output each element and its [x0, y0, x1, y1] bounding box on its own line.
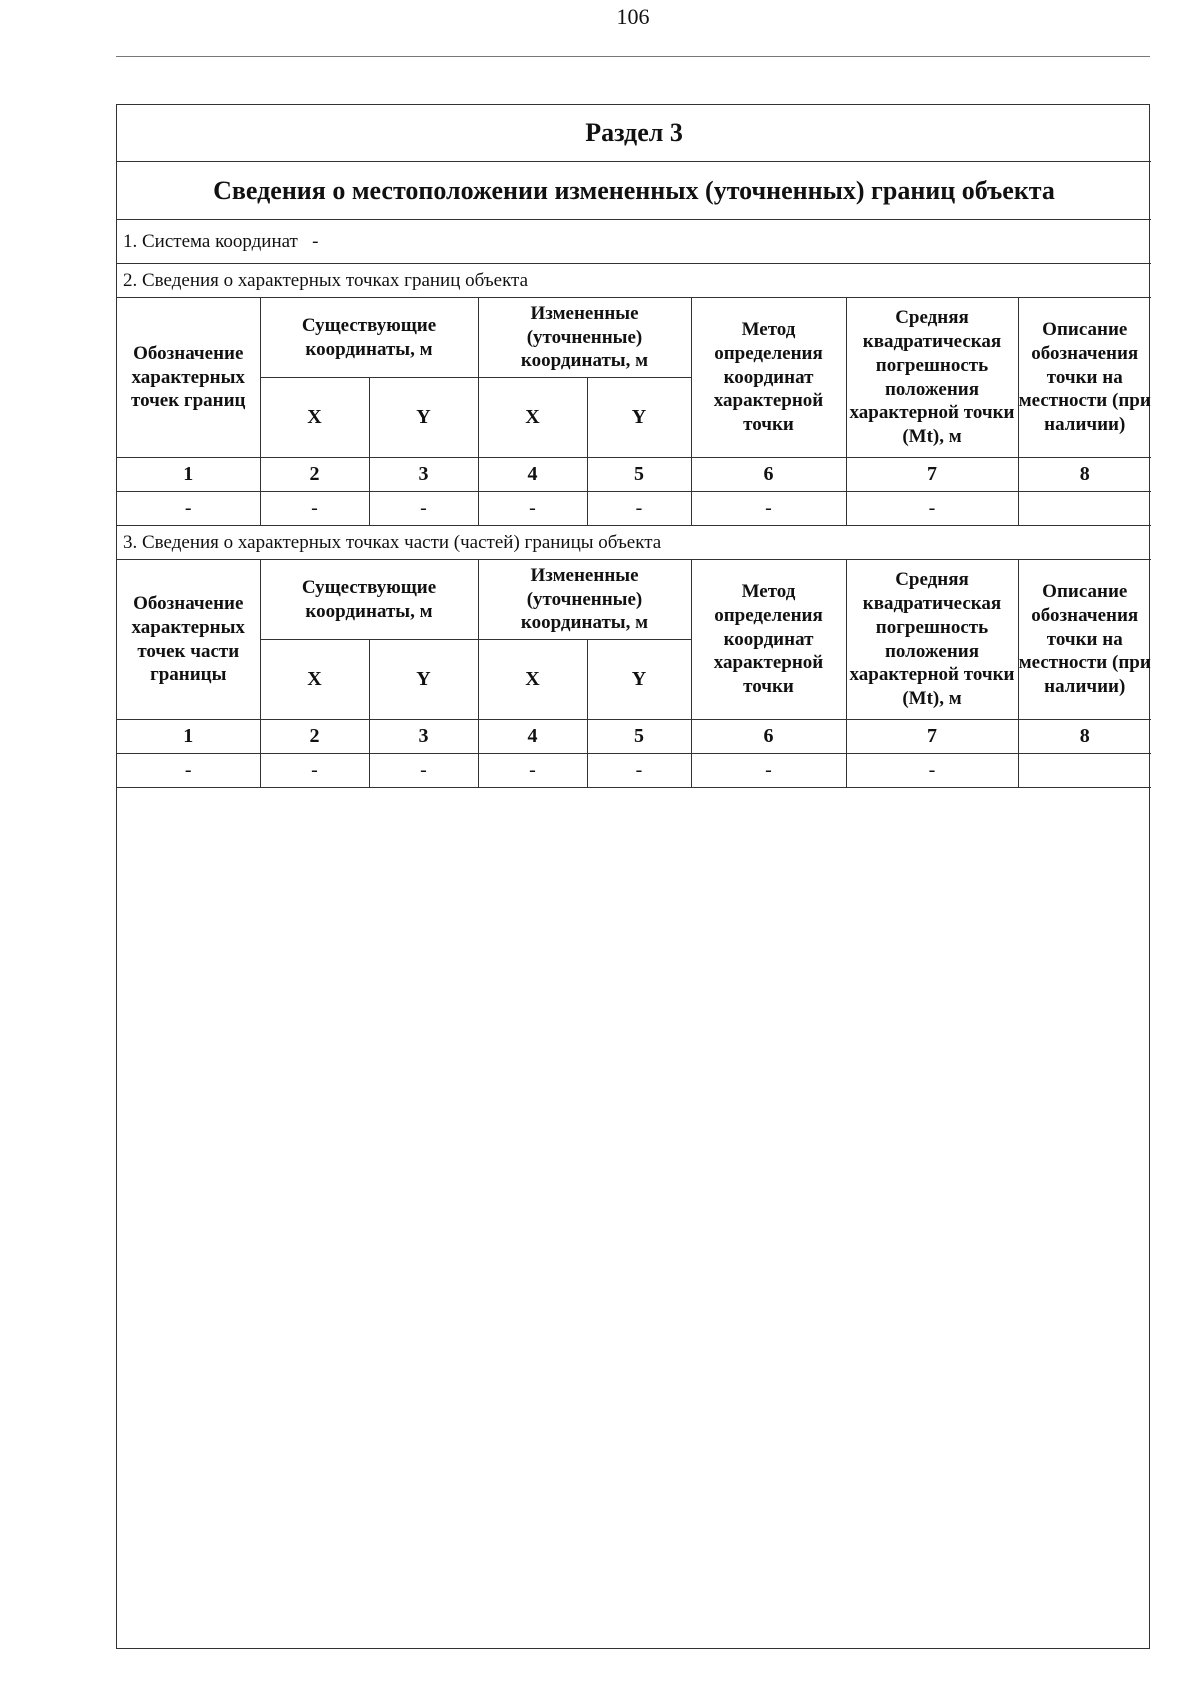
table2-header-changed-y: Y — [587, 640, 691, 720]
table1-colnum: 1 — [117, 458, 260, 492]
table1-colnum: 6 — [691, 458, 846, 492]
table1-column-numbers — [117, 458, 1151, 492]
table2-header-existing: Существующие координаты, м — [260, 560, 478, 640]
table-row — [117, 754, 1151, 788]
table1-cell — [1018, 492, 1151, 526]
table2-cell: - — [587, 754, 691, 788]
table2-colnum: 2 — [260, 720, 369, 754]
table1-header-designation: Обозначение характерных точек границ — [117, 298, 260, 458]
table1-header-error: Средняя квадратическая погрешность положения характерной точки (Mt), м — [846, 298, 1018, 458]
table2-colnum: 6 — [691, 720, 846, 754]
table2-caption: 3. Сведения о характерных точках части (частей) границы объекта — [117, 526, 1151, 560]
table1-header-method: Метод определения координат характерной точки — [691, 298, 846, 458]
table1-colnum: 8 — [1018, 458, 1151, 492]
section-title: Раздел 3 — [117, 105, 1151, 162]
table2-cell: - — [117, 754, 260, 788]
table2-column-numbers — [117, 720, 1151, 754]
table1-header-description: Описание обозначения точки на местности (при наличии) — [1018, 298, 1151, 458]
table2-header-existing-x: X — [260, 640, 369, 720]
table1-cell: - — [587, 492, 691, 526]
table1-header-changed: Измененные (уточненные) координаты, м — [478, 298, 691, 378]
table1-colnum: 5 — [587, 458, 691, 492]
table-row — [117, 492, 1151, 526]
coord-system-value: - — [312, 230, 319, 252]
table2-cell: - — [691, 754, 846, 788]
table1-cell: - — [846, 492, 1018, 526]
table1-caption: 2. Сведения о характерных точках границ объекта — [117, 264, 1151, 298]
table1-colnum: 3 — [369, 458, 478, 492]
table2-colnum: 5 — [587, 720, 691, 754]
section-table — [117, 105, 1151, 788]
table1-cell: - — [691, 492, 846, 526]
header-rule — [116, 56, 1150, 57]
table1-cell: - — [478, 492, 587, 526]
table2-cell: - — [260, 754, 369, 788]
table1-cell: - — [117, 492, 260, 526]
table2-colnum: 1 — [117, 720, 260, 754]
table1-header-existing-y: Y — [369, 378, 478, 458]
table2-colnum: 7 — [846, 720, 1018, 754]
table1-cell: - — [260, 492, 369, 526]
table1-cell: - — [369, 492, 478, 526]
table1-colnum: 7 — [846, 458, 1018, 492]
table2-header-existing-y: Y — [369, 640, 478, 720]
coord-system-row — [117, 220, 1151, 264]
table1-header-existing-x: X — [260, 378, 369, 458]
table2-header-method: Метод определения координат характерной точки — [691, 560, 846, 720]
table1-header-changed-y: Y — [587, 378, 691, 458]
page-number: 106 — [616, 4, 650, 29]
table2-header-changed: Измененные (уточненные) координаты, м — [478, 560, 691, 640]
section-subtitle: Сведения о местоположении измененных (уточненных) границ объекта — [117, 162, 1151, 220]
table1-header-changed-x: X — [478, 378, 587, 458]
table2-colnum: 8 — [1018, 720, 1151, 754]
coord-system-label: 1. Система координат — [123, 230, 298, 252]
table1-colnum: 2 — [260, 458, 369, 492]
table1-colnum: 4 — [478, 458, 587, 492]
table2-header-description: Описание обозначения точки на местности (при наличии) — [1018, 560, 1151, 720]
table2-header-error: Средняя квадратическая погрешность положения характерной точки (Mt), м — [846, 560, 1018, 720]
table2-header-designation: Обозначение характерных точек части границы — [117, 560, 260, 720]
table1-header-existing: Существующие координаты, м — [260, 298, 478, 378]
table2-cell: - — [846, 754, 1018, 788]
table2-cell: - — [369, 754, 478, 788]
table2-header-changed-x: X — [478, 640, 587, 720]
table2-cell — [1018, 754, 1151, 788]
table2-colnum: 4 — [478, 720, 587, 754]
table2-cell: - — [478, 754, 587, 788]
section-frame — [116, 104, 1150, 1649]
table2-colnum: 3 — [369, 720, 478, 754]
